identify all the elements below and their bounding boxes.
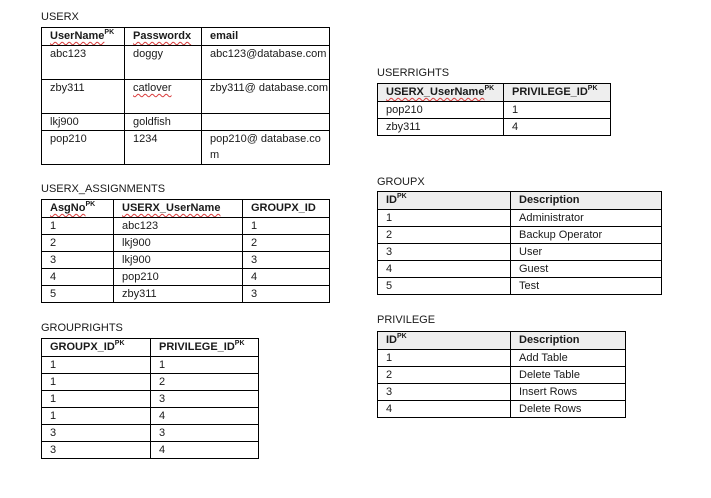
table-header-row [42, 339, 259, 357]
pk-marker: PK [484, 85, 495, 92]
table-cell: 1 [42, 218, 114, 235]
table-cell: 2 [378, 367, 511, 384]
pk-marker: PK [587, 85, 598, 92]
table-row [42, 425, 259, 442]
pk-marker: PK [397, 193, 407, 200]
pk-marker: PK [104, 29, 115, 36]
userx-caption: USERX [41, 11, 79, 23]
table-cell: 4 [378, 401, 511, 418]
table-cell: 2 [243, 235, 330, 252]
table-row [42, 80, 330, 114]
table-cell: 3 [378, 384, 511, 401]
table-cell: catlover [125, 80, 202, 114]
table-row [378, 227, 662, 244]
table-row [378, 244, 662, 261]
table-cell: 5 [378, 278, 511, 295]
table-row [42, 357, 259, 374]
grouprights-table [41, 338, 259, 459]
table-cell: zby311 [114, 286, 243, 303]
table-header-row [42, 200, 330, 218]
table-row [42, 269, 330, 286]
column-header-userx-username: USERX_UserName$^{PK}$ [378, 84, 504, 102]
table-cell: 3 [151, 425, 259, 442]
table-row [42, 131, 330, 165]
column-header-groupx-id: $GROUPX\_ID^{PK}$ [42, 339, 151, 357]
pk-marker: PK [397, 333, 407, 340]
table-row [378, 401, 626, 418]
table-row [378, 350, 626, 367]
userrights-table [377, 83, 611, 136]
table-cell: 1 [378, 210, 511, 227]
table-cell: 4 [151, 408, 259, 425]
privilege-caption: PRIVILEGE [377, 314, 436, 326]
table-cell: lkj900 [114, 235, 243, 252]
table-cell: abc123 [42, 46, 125, 80]
table-cell: 3 [243, 252, 330, 269]
table-cell: lkj900 [42, 114, 125, 131]
table-cell: 4 [378, 261, 511, 278]
column-header-email: email [202, 28, 330, 46]
userx-assignments-caption: USERX_ASSIGNMENTS [41, 183, 166, 195]
groupx-caption: GROUPX [377, 176, 425, 188]
table-cell: 3 [378, 244, 511, 261]
grouprights-caption: GROUPRIGHTS [41, 322, 123, 334]
table-cell: abc123 [114, 218, 243, 235]
userx-table [41, 27, 330, 165]
table-row [42, 218, 330, 235]
table-cell: 4 [243, 269, 330, 286]
table-row [378, 210, 662, 227]
table-cell: pop210 [378, 102, 504, 119]
table-row [378, 384, 626, 401]
table-row [378, 102, 611, 119]
table-row [378, 261, 662, 278]
column-header-passwordx: Passwordx [125, 28, 202, 46]
table-cell: 1 [42, 391, 151, 408]
table-row [42, 46, 330, 80]
table-header-row [42, 28, 330, 46]
table-cell: pop210@ database.com [202, 131, 330, 165]
table-header-row [378, 332, 626, 350]
table-cell: zby311 [378, 119, 504, 136]
table-header-row [378, 84, 611, 102]
table-cell: 5 [42, 286, 114, 303]
table-cell: 4 [504, 119, 611, 136]
table-cell: pop210 [42, 131, 125, 165]
table-cell: 3 [151, 391, 259, 408]
table-cell: Add Table [511, 350, 626, 367]
table-cell: 1 [42, 408, 151, 425]
table-cell: lkj900 [114, 252, 243, 269]
userrights-caption: USERRIGHTS [377, 67, 450, 79]
table-cell: Backup Operator [511, 227, 662, 244]
table-cell: goldfish [125, 114, 202, 131]
pk-marker: PK [85, 201, 96, 208]
table-cell: Guest [511, 261, 662, 278]
table-row [42, 391, 259, 408]
table-cell: User [511, 244, 662, 261]
table-cell: 2 [151, 374, 259, 391]
userx-assignments-table [41, 199, 330, 303]
table-cell: 4 [42, 269, 114, 286]
table-row [42, 235, 330, 252]
table-row [378, 367, 626, 384]
table-cell: doggy [125, 46, 202, 80]
pk-marker: PK [114, 340, 125, 347]
column-header-userx-username: USERX_UserName [114, 200, 243, 218]
table-cell: 2 [42, 235, 114, 252]
table-cell: 1 [504, 102, 611, 119]
table-cell: 3 [243, 286, 330, 303]
table-cell: 1 [243, 218, 330, 235]
table-cell: 1 [151, 357, 259, 374]
column-header-groupx-id: GROUPX_ID [243, 200, 330, 218]
table-row [378, 119, 611, 136]
table-cell [202, 114, 330, 131]
table-cell: Delete Table [511, 367, 626, 384]
table-cell: Delete Rows [511, 401, 626, 418]
column-header-id: $ID^{PK}$ [378, 192, 511, 210]
table-cell: 3 [42, 442, 151, 459]
table-cell: zby311@ database.com [202, 80, 330, 114]
table-cell: 3 [42, 252, 114, 269]
privilege-table [377, 331, 626, 418]
table-row [42, 442, 259, 459]
table-row [42, 408, 259, 425]
column-header-privilege-id: $PRIVILEGE\_ID^{PK}$ [151, 339, 259, 357]
column-header-asgno: AsgNo$^{PK}$ [42, 200, 114, 218]
pk-marker: PK [234, 340, 245, 347]
table-row [378, 278, 662, 295]
table-header-row [378, 192, 662, 210]
table-cell: Test [511, 278, 662, 295]
table-cell: 2 [378, 227, 511, 244]
table-row [42, 252, 330, 269]
table-cell: abc123@database.com [202, 46, 330, 80]
column-header-id: $ID^{PK}$ [378, 332, 511, 350]
table-cell: Insert Rows [511, 384, 626, 401]
column-header-description: Description [511, 192, 662, 210]
table-cell: 3 [42, 425, 151, 442]
table-cell: 1 [42, 374, 151, 391]
column-header-privilege-id: $PRIVILEGE\_ID^{PK}$ [504, 84, 611, 102]
table-row [42, 114, 330, 131]
table-cell: zby311 [42, 80, 125, 114]
table-cell: Administrator [511, 210, 662, 227]
table-row [42, 374, 259, 391]
column-header-description: Description [511, 332, 626, 350]
table-cell: 4 [151, 442, 259, 459]
table-row [42, 286, 330, 303]
table-cell: 1 [42, 357, 151, 374]
groupx-table [377, 191, 662, 295]
table-cell: 1234 [125, 131, 202, 165]
table-cell: 1 [378, 350, 511, 367]
table-cell: pop210 [114, 269, 243, 286]
column-header-username: UserName$^{PK}$ [42, 28, 125, 46]
